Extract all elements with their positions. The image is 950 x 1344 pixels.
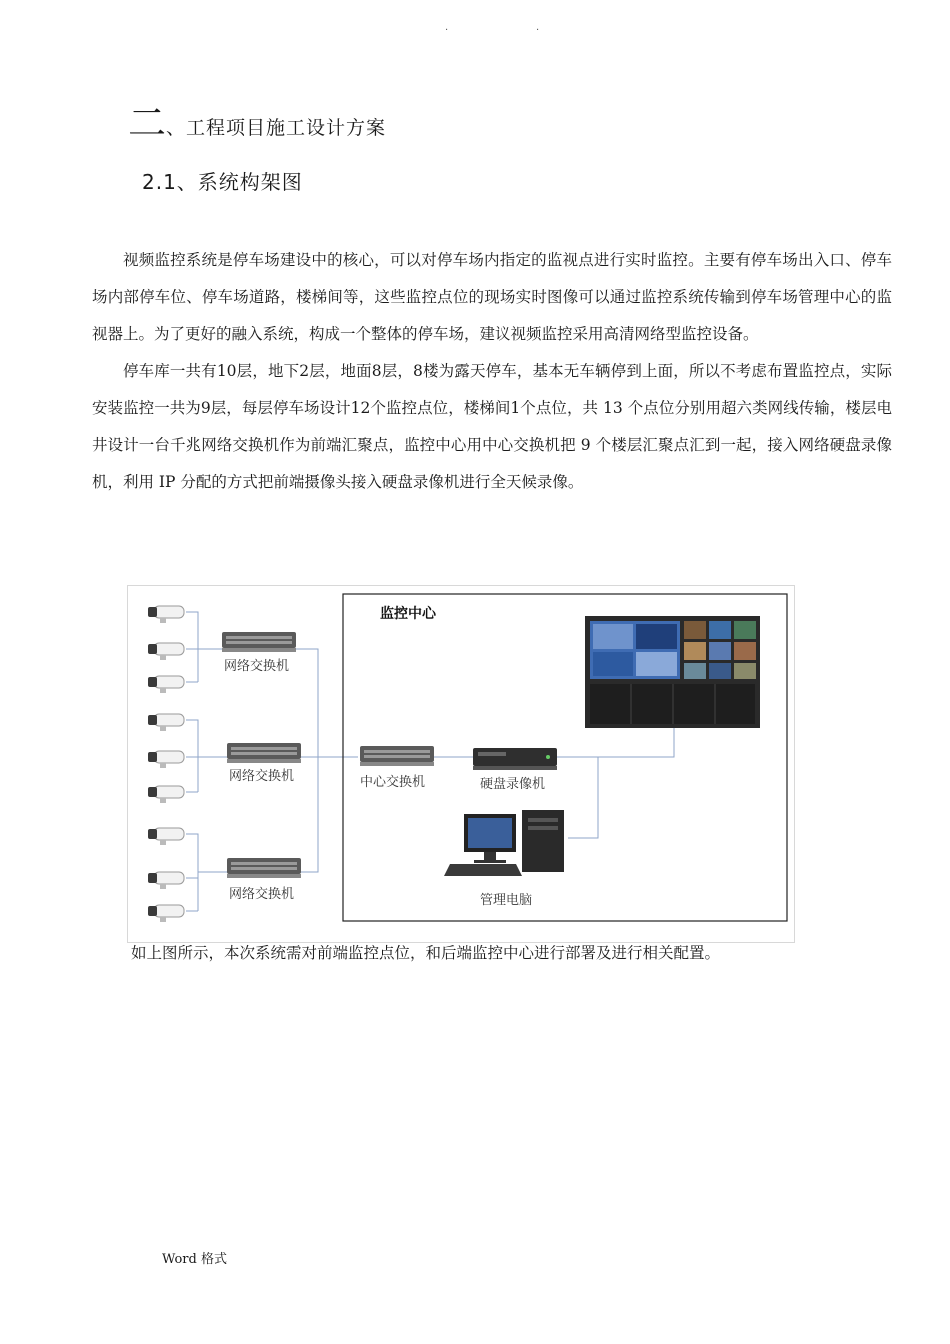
network-switch-icon bbox=[227, 743, 301, 763]
header-dot: . bbox=[445, 22, 449, 33]
section-title: 、工程项目施工设计方案 bbox=[166, 117, 387, 139]
core-switch-label: 中心交换机 bbox=[360, 775, 426, 790]
camera-icon bbox=[148, 643, 184, 660]
camera-icon bbox=[148, 828, 184, 845]
camera-icon bbox=[148, 872, 184, 889]
body-text bbox=[92, 242, 892, 501]
camera-icon bbox=[148, 751, 184, 768]
camera-icon bbox=[148, 786, 184, 803]
paragraph: 停车库一共有10层，地下2层，地面8层，8楼为露天停车，基本无车辆停到上面，所以不考虑布置监控点，实际安装监控一共为9层，每层停车场设计12个监控点位，楼梯间1个点位，共 13 个点位分别用超六类网线传输，楼层电井设计一台千兆网络交换机作为前端汇聚点，监控中心用中心交换机把 9 个楼层汇聚点汇到一起，接入网络硬盘录像机，利用 IP 分配的方式把前端摄像头接入硬盘录像机进行全天候录像。 bbox=[92, 362, 892, 491]
monitoring-center-title: 监控中心 bbox=[380, 606, 436, 622]
page-footer: Word 格式 bbox=[162, 1252, 227, 1267]
pc-label: 管理电脑 bbox=[480, 893, 533, 908]
switch-label: 网络交换机 bbox=[224, 659, 290, 674]
network-switch-icon bbox=[222, 632, 296, 652]
camera-icon bbox=[148, 714, 184, 731]
switch-label: 网络交换机 bbox=[229, 769, 295, 784]
camera-icon bbox=[148, 905, 184, 922]
camera-icon bbox=[148, 606, 184, 623]
section-heading bbox=[128, 92, 386, 147]
nvr-label: 硬盘录像机 bbox=[480, 777, 546, 792]
header-dot: . bbox=[536, 22, 540, 33]
switch-label: 网络交换机 bbox=[229, 887, 295, 902]
computer-icon bbox=[444, 810, 564, 876]
figure-caption: 如上图所示，本次系统需对前端监控点位，和后端监控中心进行部署及进行相关配置。 bbox=[131, 944, 721, 962]
network-switch-icon bbox=[227, 858, 301, 878]
subsection-heading: 2.1、系统构架图 bbox=[142, 170, 303, 194]
section-number: 二 bbox=[128, 101, 167, 145]
system-architecture-diagram bbox=[127, 585, 795, 943]
camera-icon bbox=[148, 676, 184, 693]
video-wall-icon bbox=[585, 616, 760, 728]
nvr-icon bbox=[473, 748, 557, 770]
core-switch-icon bbox=[360, 746, 434, 766]
diagram-canvas bbox=[128, 586, 794, 942]
paragraph: 视频监控系统是停车场建设中的核心，可以对停车场内指定的监视点进行实时监控。主要有停车场出入口、停车场内部停车位、停车场道路，楼梯间等，这些监控点位的现场实时图像可以通过监控系统传输到停车场管理中心的监视器上。为了更好的融入系统，构成一个整体的停车场，建议视频监控采用高清网络型监控设备。 bbox=[92, 251, 892, 343]
